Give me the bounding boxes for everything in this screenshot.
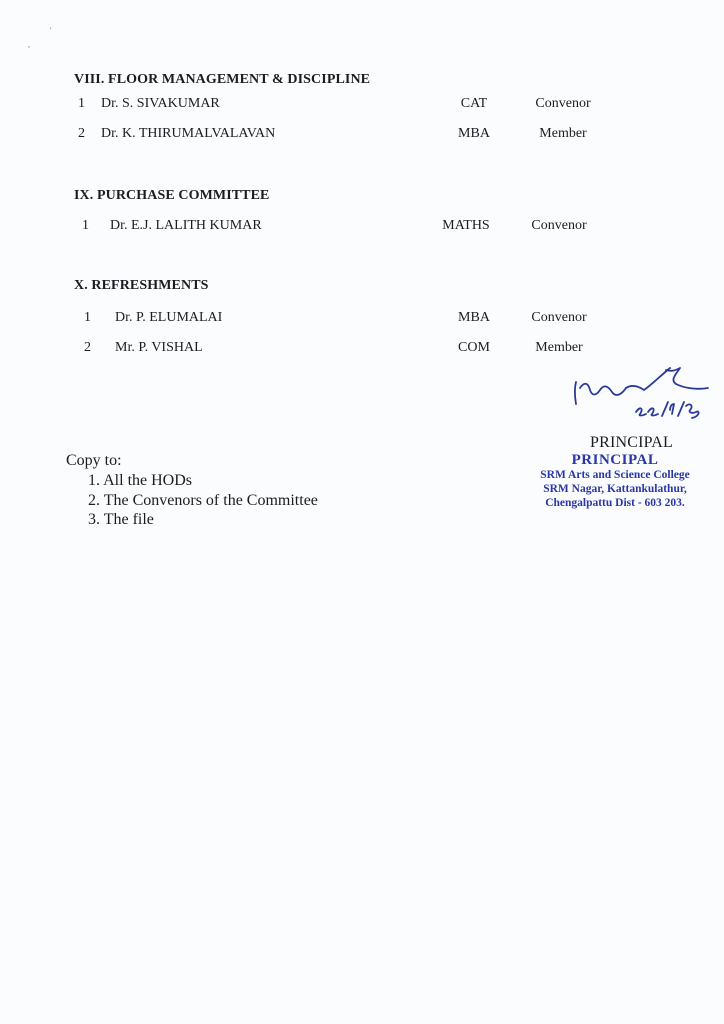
member-name: Mr. P. VISHAL <box>115 340 203 355</box>
stamp-line: SRM Arts and Science College <box>540 469 690 481</box>
department: COM <box>458 340 490 355</box>
scan-speck: , <box>28 40 30 49</box>
row-number: 2 <box>84 340 91 355</box>
stamp-line: Chengalpattu Dist - 603 203. <box>545 497 685 509</box>
role: Member <box>539 126 587 141</box>
member-name: Dr. K. THIRUMALVALAVAN <box>101 126 276 141</box>
section-title: X. REFRESHMENTS <box>74 278 209 293</box>
department: CAT <box>460 96 488 111</box>
scan-speck: ' <box>50 26 52 35</box>
section-title: VIII. FLOOR MANAGEMENT & DISCIPLINE <box>74 72 371 87</box>
role: Convenor <box>531 310 587 325</box>
member-name: Dr. S. SIVAKUMAR <box>101 96 220 111</box>
copy-to-heading: Copy to: <box>66 452 122 469</box>
role: Convenor <box>531 218 587 233</box>
handwritten-signature <box>566 360 716 424</box>
row-number: 2 <box>78 126 85 141</box>
committee-row <box>0 310 724 330</box>
row-number: 1 <box>82 218 89 233</box>
signatory-title: PRINCIPAL <box>590 434 674 451</box>
member-name: Dr. E.J. LALITH KUMAR <box>110 218 262 233</box>
list-item: 3. The file <box>88 511 154 528</box>
department: MBA <box>458 126 490 141</box>
section-title: IX. PURCHASE COMMITTEE <box>74 188 270 203</box>
committee-row <box>0 340 724 360</box>
copy-to-list <box>88 471 318 530</box>
department: MBA <box>458 310 490 325</box>
list-item: 2. The Convenors of the Committee <box>88 491 318 509</box>
row-number: 1 <box>84 310 91 325</box>
committee-row <box>0 96 724 116</box>
role: Convenor <box>535 96 591 111</box>
department: MATHS <box>442 218 490 233</box>
member-name: Dr. P. ELUMALAI <box>115 310 223 325</box>
stamp-line: SRM Nagar, Kattankulathur, <box>543 483 687 495</box>
list-item: 1. All the HODs <box>88 472 192 489</box>
committee-row <box>0 218 724 238</box>
row-number: 1 <box>78 96 85 111</box>
official-stamp <box>520 452 710 510</box>
stamp-title: PRINCIPAL <box>571 452 659 468</box>
role: Member <box>535 340 583 355</box>
committee-row <box>0 126 724 146</box>
